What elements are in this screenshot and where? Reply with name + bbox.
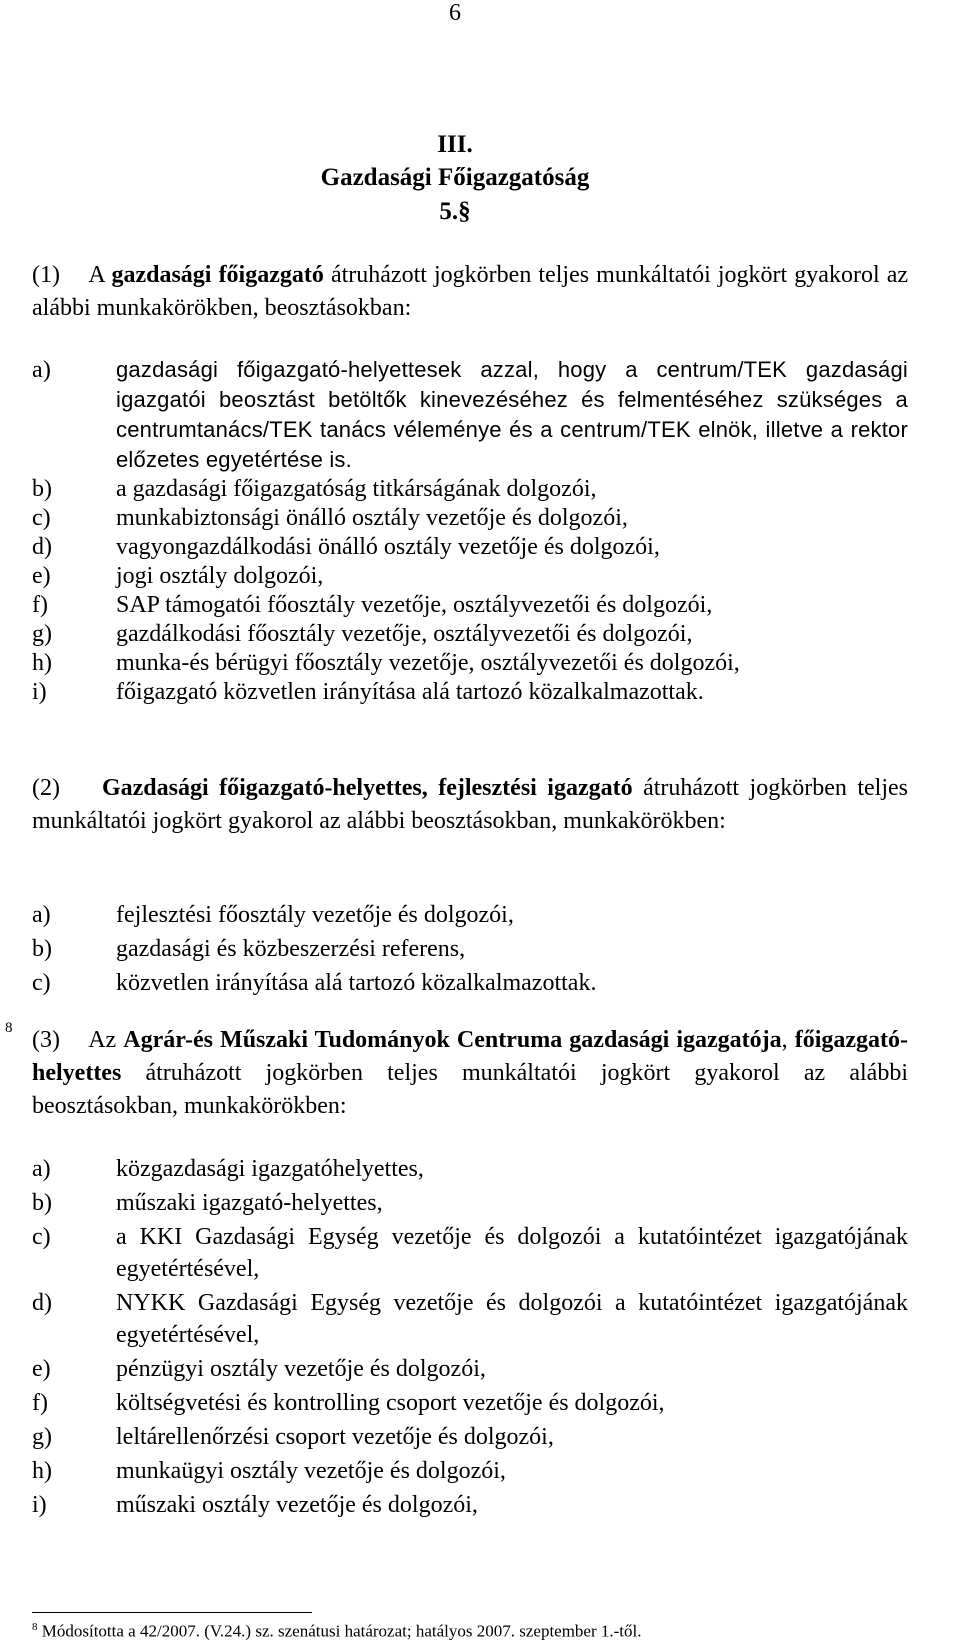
paragraph-2 xyxy=(32,772,908,838)
list-3 xyxy=(32,1153,908,1523)
footnote-reference: 8 xyxy=(5,1020,13,1036)
list-item-label: b) xyxy=(32,1190,52,1216)
paragraph-3-text: átruházott jogkörben teljes munkáltatói jogkört gyakorol az alábbi beosztásokban, munkakörökben: xyxy=(32,1060,908,1119)
list-item-text: közgazdasági igazgatóhelyettes, xyxy=(116,1156,424,1182)
list-item xyxy=(32,649,908,678)
paragraph-3-pre: Az xyxy=(88,1027,124,1053)
list-item-label: d) xyxy=(32,534,52,560)
paragraph-1-pre: A xyxy=(88,262,112,288)
list-item-text: munkaügyi osztály vezetője és dolgozói, xyxy=(116,1458,506,1484)
paragraph-1-text: átruházott jogkörben teljes munkáltatói jogkört gyakorol az alábbi munkakörökben, beosztásokban: xyxy=(32,262,909,321)
list-item xyxy=(32,1353,908,1385)
paragraph-3-bold-2: főigazgató-helyettes xyxy=(32,1027,909,1086)
footnote-rule xyxy=(32,1612,312,1613)
paragraph-1 xyxy=(32,259,908,325)
list-item-label: h) xyxy=(32,650,52,676)
list-item xyxy=(32,355,908,475)
list-item xyxy=(32,1287,908,1351)
list-item-label: i) xyxy=(32,1492,47,1518)
paragraph-2-text: átruházott jogkörben teljes munkáltatói jogkört gyakorol az alábbi beosztásokban, munkakörökben: xyxy=(32,775,909,834)
list-item-label: e) xyxy=(32,563,51,589)
list-item-label: b) xyxy=(32,936,52,962)
paragraph-3-number: (3) xyxy=(32,1027,60,1053)
list-item-text: a KKI Gazdasági Egység vezetője és dolgozói a kutatóintézet igazgatójának egyetértésével, xyxy=(116,1224,908,1282)
list-item xyxy=(32,1153,908,1185)
section-number: 5.§ xyxy=(439,198,471,225)
list-item-label: g) xyxy=(32,621,52,647)
paragraph-1-bold: gazdasági főigazgató xyxy=(111,262,324,288)
paragraph-3 xyxy=(32,1024,908,1123)
page-number: 6 xyxy=(449,0,461,26)
list-item-label: c) xyxy=(32,505,51,531)
list-item-text: gazdasági és közbeszerzési referens, xyxy=(116,936,466,962)
footnote-text: Módosította a 42/2007. (V.24.) sz. szenátusi határozat; hatályos 2007. szeptember 1.-től. xyxy=(37,1621,642,1641)
list-item-label: c) xyxy=(32,970,51,996)
paragraph-3-bold-1: Agrár-és Műszaki Tudományok Centruma gazdasági igazgatója xyxy=(123,1027,782,1053)
list-item-label: f) xyxy=(32,1390,48,1416)
list-item-label: a) xyxy=(32,357,52,383)
list-item-label: b) xyxy=(32,476,52,502)
list-item-label: i) xyxy=(32,679,47,705)
list-item xyxy=(32,967,908,999)
footnote-number: 8 xyxy=(32,1621,38,1633)
list-item xyxy=(32,1221,908,1285)
list-item-text: munka-és bérügyi főosztály vezetője, osztályvezetői és dolgozói, xyxy=(116,650,740,676)
list-item xyxy=(32,533,908,562)
list-item-text: vagyongazdálkodási önálló osztály vezetője és dolgozói, xyxy=(116,534,660,560)
list-item xyxy=(32,1187,908,1219)
list-item-label: h) xyxy=(32,1458,52,1484)
list-item-label: g) xyxy=(32,1424,52,1450)
list-item-label: f) xyxy=(32,592,48,618)
list-1 xyxy=(32,355,908,707)
list-item-text: gazdasági főigazgató-helyettesek azzal, hogy a centrum/TEK gazdasági igazgatói beosztást betöltők kinevezéséhez és felmentéséhez szükséges a centrumtanács/TEK tanács véleménye és a centrum/TEK elnök, illetve a rektor előzetes egyetértése is. xyxy=(116,357,908,472)
list-item xyxy=(32,1489,908,1521)
list-item-label: a) xyxy=(32,1156,51,1182)
list-item-text: műszaki igazgató-helyettes, xyxy=(116,1190,383,1216)
list-item xyxy=(32,1387,908,1419)
list-item xyxy=(32,899,908,931)
list-item xyxy=(32,591,908,620)
list-item-label: c) xyxy=(32,1224,51,1250)
list-item-text: költségvetési és kontrolling csoport vezetője és dolgozói, xyxy=(116,1390,665,1416)
list-item-text: közvetlen irányítása alá tartozó közalkalmazottak. xyxy=(116,970,597,996)
list-item-text: fejlesztési főosztály vezetője és dolgozói, xyxy=(116,902,514,928)
paragraph-2-number: (2) xyxy=(32,775,60,801)
list-item xyxy=(32,620,908,649)
list-item-label: a) xyxy=(32,902,51,928)
list-item-text: SAP támogatói főosztály vezetője, osztályvezetői és dolgozói, xyxy=(116,592,713,618)
list-item xyxy=(32,678,908,707)
list-item xyxy=(32,933,908,965)
footnote xyxy=(32,1616,642,1643)
paragraph-2-bold: Gazdasági főigazgató-helyettes, fejlesztési igazgató xyxy=(101,775,633,801)
part-heading: III. xyxy=(437,131,473,158)
list-item-text: műszaki osztály vezetője és dolgozói, xyxy=(116,1492,478,1518)
list-item-text: leltárellenőrzési csoport vezetője és dolgozói, xyxy=(116,1424,554,1450)
list-item-text: jogi osztály dolgozói, xyxy=(116,563,324,589)
paragraph-3-mid: , xyxy=(781,1027,795,1053)
list-item-label: d) xyxy=(32,1290,52,1316)
list-item-text: pénzügyi osztály vezetője és dolgozói, xyxy=(116,1356,486,1382)
list-item-text: munkabiztonsági önálló osztály vezetője és dolgozói, xyxy=(116,505,628,531)
chapter-title: Gazdasági Főigazgatóság xyxy=(320,164,590,191)
list-item xyxy=(32,475,908,504)
list-item xyxy=(32,1421,908,1453)
list-item-text: a gazdasági főigazgatóság titkárságának dolgozói, xyxy=(116,476,597,502)
list-item xyxy=(32,1455,908,1487)
list-item-text: NYKK Gazdasági Egység vezetője és dolgozói a kutatóintézet igazgatójának egyetértésével, xyxy=(116,1290,908,1348)
list-item-label: e) xyxy=(32,1356,51,1382)
list-2 xyxy=(32,899,908,1001)
list-item-text: főigazgató közvetlen irányítása alá tartozó közalkalmazottak. xyxy=(116,679,704,705)
list-item-text: gazdálkodási főosztály vezetője, osztályvezetői és dolgozói, xyxy=(116,621,693,647)
list-item xyxy=(32,562,908,591)
paragraph-1-number: (1) xyxy=(32,262,60,288)
list-item xyxy=(32,504,908,533)
